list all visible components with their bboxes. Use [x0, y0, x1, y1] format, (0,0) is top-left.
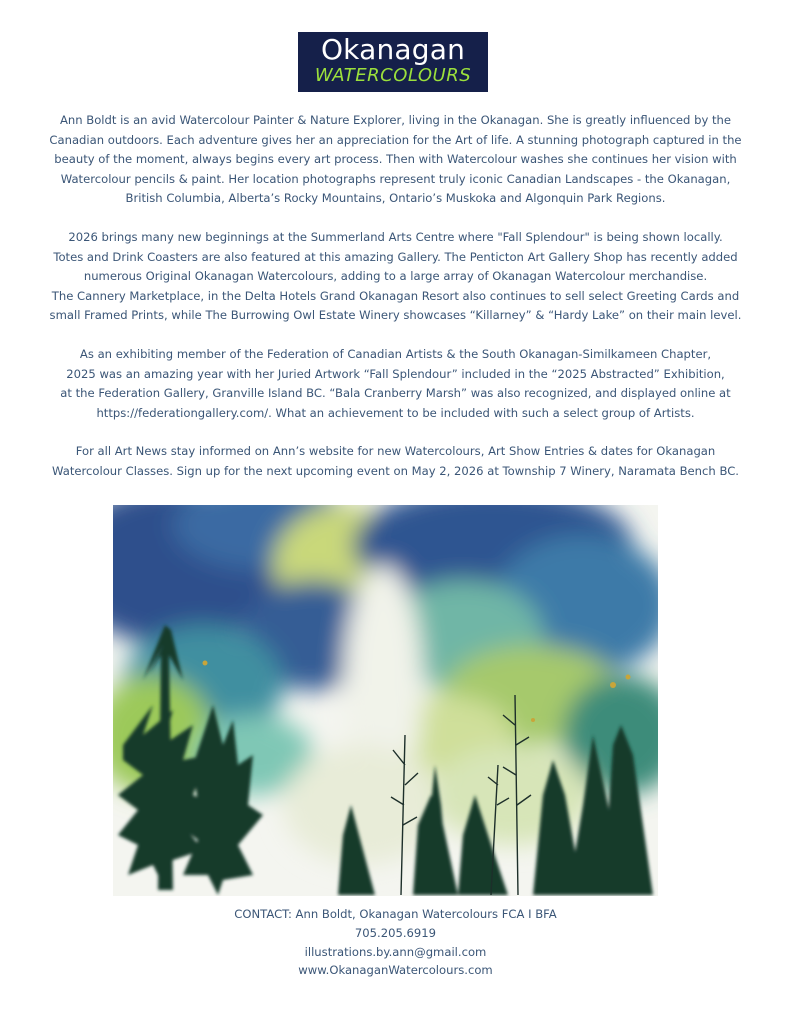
bio-line: at the Federation Gallery, Granville Island BC. “Bala Cranberry Marsh” was also recognized, and displayed online at: [60, 386, 731, 401]
painting-svg: [113, 505, 658, 896]
bio-line: Canadian outdoors. Each adventure gives her an appreciation for the Art of life. A stunning photograph captured in the: [49, 132, 742, 147]
bio-line: Watercolour Classes. Sign up for the next upcoming event on May 2, 2026 at Township 7 Winery, Naramata Bench BC.: [52, 463, 739, 478]
bio-paragraph-federation: [40, 345, 751, 423]
bio-paragraph-about: [40, 111, 751, 209]
contact-heading: CONTACT: Ann Boldt, Okanagan Watercolours FCA I BFA: [234, 907, 557, 921]
watercolour-painting: [113, 505, 658, 896]
bio-line: As an exhibiting member of the Federation of Canadian Artists & the South Okanagan-Similkameen Chapter,: [79, 346, 712, 361]
artist-bio: [40, 111, 751, 501]
logo-wordmark-top: Okanagan: [320, 33, 466, 66]
bio-line: British Columbia, Alberta’s Rocky Mountains, Ontario’s Muskoka and Algonquin Park Regions.: [125, 191, 666, 206]
contact-website-link[interactable]: www.OkanaganWatercolours.com: [298, 963, 493, 978]
bio-line: 2026 brings many new beginnings at the Summerland Arts Centre where "Fall Splendour" is being shown locally.: [68, 229, 723, 244]
logo-wordmark-bottom: WATERCOLOURS: [314, 65, 472, 86]
bio-line: Totes and Drink Coasters are also featured at this amazing Gallery. The Penticton Art Gallery Shop has recently added: [53, 249, 738, 264]
bio-paragraph-news: [40, 442, 751, 481]
contact-phone[interactable]: 705.205.6919: [354, 925, 437, 940]
bio-line: Watercolour pencils & paint. Her location photographs represent truly iconic Canadian Landscapes - the Okanagan,: [60, 171, 731, 186]
bio-line: small Framed Prints, while The Burrowing Owl Estate Winery showcases “Killarney” & “Hardy Lake” on their main level.: [49, 308, 742, 323]
contact-email-link[interactable]: illustrations.by.ann@gmail.com: [304, 944, 487, 959]
bio-line: Ann Boldt is an avid Watercolour Painter & Nature Explorer, living in the Okanagan. She is greatly influenced by the: [59, 113, 732, 127]
bio-line: For all Art News stay informed on Ann’s website for new Watercolours, Art Show Entries & dates for Okanagan: [75, 444, 716, 459]
bio-paragraph-2026: [40, 228, 751, 326]
bio-line: The Cannery Marketplace, in the Delta Hotels Grand Okanagan Resort also continues to sell select Greeting Cards and: [51, 288, 740, 303]
bio-line: 2025 was an amazing year with her Juried Artwork “Fall Splendour” included in the “2025 Abstracted” Exhibition,: [66, 366, 725, 381]
bio-line: beauty of the moment, always begins every art process. Then with Watercolour washes she continues her vision with: [54, 152, 737, 167]
bio-line: https://federationgallery.com/. What an achievement to be included with such a select group of Artists.: [96, 405, 695, 420]
bio-line: numerous Original Okanagan Watercolours, adding to a large array of Okanagan Watercolour merchandise.: [83, 269, 708, 284]
site-logo: [298, 32, 488, 92]
contact-block: [0, 905, 791, 980]
